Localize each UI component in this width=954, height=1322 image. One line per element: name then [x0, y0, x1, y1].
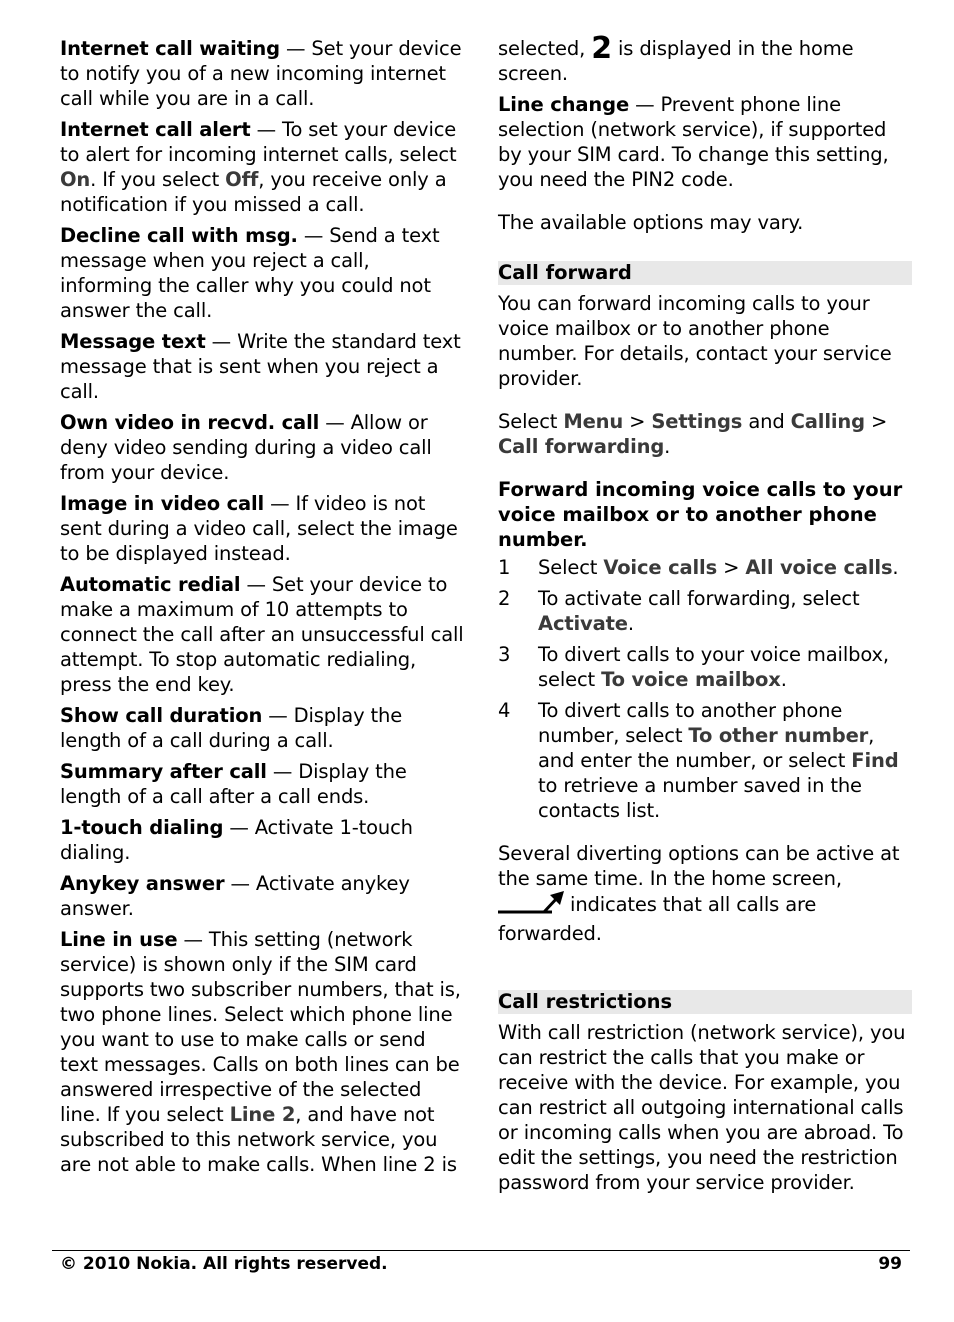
- setting-automatic-redial: Automatic redial — Set your device to make a maximum of 10 attempts to connect the call after an unsuccessful call attempt. To stop automatic redialing, press the end key.: [60, 573, 464, 696]
- call-restrictions-text: With call restriction (network service), you can restrict the calls that you make or receive with the device. For example, you can restrict all outgoing international calls or incoming calls when you are abroad. To edit the settings, you need the restriction password from your service provider.: [498, 1021, 906, 1194]
- step-item: 3 To divert calls to your voice mailbox, select To voice mailbox.: [498, 643, 889, 691]
- setting-show-call-duration: Show call duration — Display the length of a call during a call.: [60, 704, 403, 752]
- setting-anykey-answer: Anykey answer — Activate anykey answer.: [60, 872, 410, 920]
- right-column: [498, 31, 912, 1201]
- call-forward-steps: [498, 555, 912, 823]
- setting-decline-call-with-msg: Decline call with msg. — Send a text message when you reject a call, informing the caller why you could not answer the call.: [60, 224, 440, 322]
- line-in-use-continuation: selected, 2 is displayed in the home screen.: [498, 31, 854, 85]
- footer-divider: [52, 1250, 910, 1251]
- step-item: 4 To divert calls to another phone number, select To other number, and enter the number, or select Find to retrieve a number saved in the contacts list.: [498, 699, 899, 822]
- setting-own-video: Own video in recvd. call — Allow or deny video sending during a video call from your device.: [60, 411, 432, 484]
- call-forward-intro: You can forward incoming calls to your voice mailbox or to another phone number. For details, contact your service provider.: [498, 292, 892, 390]
- step-item: 1 Select Voice calls > All voice calls.: [498, 556, 899, 579]
- step-item: 2 To activate call forwarding, select Activate.: [498, 587, 860, 635]
- several-options-note: Several diverting options can be active at the same time. In the home screen, indicates that all calls are forwarded.: [498, 842, 900, 945]
- page-number: 99: [878, 1254, 902, 1274]
- setting-internet-call-alert: Internet call alert — To set your device to alert for incoming internet calls, select On. If you select Off, you receive only a notification if you missed a call.: [60, 118, 457, 216]
- call-forward-menu-path: Select Menu > Settings and Calling > Call forwarding.: [498, 410, 888, 458]
- footer-copyright: © 2010 Nokia. All rights reserved.: [60, 1254, 388, 1274]
- forward-all-calls-icon: [498, 891, 564, 921]
- left-column: [60, 36, 466, 1183]
- setting-image-in-video-call: Image in video call — If video is not sent during a video call, select the image to be displayed instead.: [60, 492, 458, 565]
- setting-summary-after-call: Summary after call — Display the length of a call after a call ends.: [60, 760, 407, 808]
- call-forward-subheading: Forward incoming voice calls to your voice mailbox or to another phone number.: [498, 478, 903, 551]
- setting-message-text: Message text — Write the standard text message that is sent when you reject a call.: [60, 330, 461, 403]
- line-2-indicator-icon: 2: [591, 31, 612, 66]
- setting-line-in-use: Line in use — This setting (network service) is shown only if the SIM card supports two subscriber numbers, that is, two phone lines. Select which phone line you want to use to make calls or send text messages. Calls on both lines can be answered irrespective of the selected line. If you select Line 2, and have not subscribed to this network service, you are not able to make calls. When line 2 is: [60, 928, 461, 1176]
- section-heading-call-restrictions: Call restrictions: [498, 990, 912, 1014]
- setting-1-touch-dialing: 1-touch dialing — Activate 1-touch dialing.: [60, 816, 413, 864]
- setting-internet-call-waiting: Internet call waiting — Set your device to notify you of a new incoming internet call while you are in a call.: [60, 37, 462, 110]
- section-heading-call-forward: Call forward: [498, 261, 912, 285]
- options-vary-note: The available options may vary.: [498, 211, 804, 234]
- setting-line-change: Line change — Prevent phone line selection (network service), if supported by your SIM card. To change this setting, you need the PIN2 code.: [498, 93, 889, 191]
